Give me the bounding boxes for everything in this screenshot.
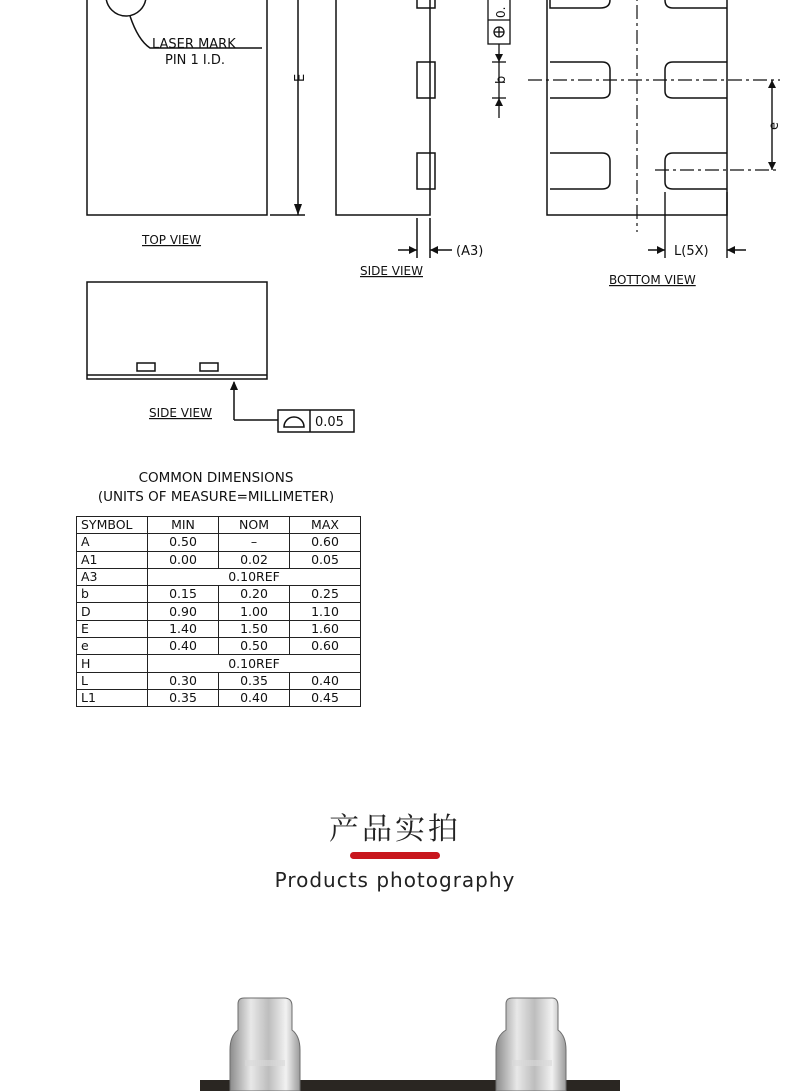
table-row — [77, 534, 361, 551]
row-symbol: L1 — [77, 689, 148, 706]
dimensions-units: (UNITS OF MEASURE=MILLIMETER) — [97, 489, 335, 505]
header-min: MIN — [148, 517, 219, 534]
row-max: 0.60 — [290, 638, 361, 655]
right-terminal — [496, 998, 566, 1091]
side-view-label: SIDE VIEW — [360, 264, 423, 278]
callout-value: 0. — [494, 6, 508, 18]
row-min: 0.90 — [148, 603, 219, 620]
row-min: 0.30 — [148, 672, 219, 689]
table-row — [77, 620, 361, 637]
package-outline-drawing — [0, 0, 790, 460]
row-symbol: A1 — [77, 551, 148, 568]
dim-e-label: e — [767, 122, 782, 130]
row-symbol: D — [77, 603, 148, 620]
section-title-cn: 产品实拍 — [329, 812, 461, 847]
row-nom: – — [219, 534, 290, 551]
side-view-body — [87, 282, 267, 379]
row-min: 0.35 — [148, 689, 219, 706]
l5x-label: L(5X) — [674, 244, 709, 259]
row-min: 1.40 — [148, 620, 219, 637]
row-symbol: L — [77, 672, 148, 689]
dim-b-label: b — [494, 75, 509, 84]
row-span-value: 0.10REF — [148, 568, 361, 585]
row-span-value: 0.10REF — [148, 655, 361, 672]
left-terminal — [230, 998, 300, 1091]
section-subtitle-en: Products photography — [274, 868, 516, 892]
row-symbol: H — [77, 655, 148, 672]
pin1-mark — [106, 0, 146, 16]
table-row — [77, 603, 361, 620]
row-max: 0.05 — [290, 551, 361, 568]
product-photo — [0, 990, 790, 1091]
pin1-id-label: PIN 1 I.D. — [165, 53, 226, 68]
row-nom: 1.00 — [219, 603, 290, 620]
laser-mark-label: LASER MARK — [152, 37, 236, 52]
header-nom: NOM — [219, 517, 290, 534]
side-view-label-2: SIDE VIEW — [149, 406, 212, 420]
row-min: 0.15 — [148, 586, 219, 603]
table-row — [77, 586, 361, 603]
table-header-row — [77, 517, 361, 534]
row-max: 1.10 — [290, 603, 361, 620]
row-nom: 0.50 — [219, 638, 290, 655]
header-symbol: SYMBOL — [77, 517, 148, 534]
row-nom: 0.02 — [219, 551, 290, 568]
row-symbol: A3 — [77, 568, 148, 585]
row-nom: 1.50 — [219, 620, 290, 637]
row-symbol: E — [77, 620, 148, 637]
table-row — [77, 638, 361, 655]
section-accent-bar — [350, 852, 440, 859]
row-symbol: b — [77, 586, 148, 603]
table-row — [77, 551, 361, 568]
row-symbol: e — [77, 638, 148, 655]
dimensions-table — [76, 516, 361, 707]
row-max: 1.60 — [290, 620, 361, 637]
top-view-label: TOP VIEW — [142, 233, 202, 247]
bottom-view-label: BOTTOM VIEW — [609, 273, 696, 287]
flatness-value: 0.05 — [315, 415, 344, 430]
table-row — [77, 655, 361, 672]
row-max: 0.60 — [290, 534, 361, 551]
dim-E-label: E — [293, 73, 308, 82]
row-min: 0.50 — [148, 534, 219, 551]
a3-label: (A3) — [456, 244, 484, 259]
row-nom: 0.35 — [219, 672, 290, 689]
header-max: MAX — [290, 517, 361, 534]
row-symbol: A — [77, 534, 148, 551]
row-max: 0.25 — [290, 586, 361, 603]
table-row — [77, 672, 361, 689]
top-view-body — [87, 0, 267, 215]
row-nom: 0.20 — [219, 586, 290, 603]
table-row — [77, 568, 361, 585]
row-nom: 0.40 — [219, 689, 290, 706]
row-max: 0.45 — [290, 689, 361, 706]
row-max: 0.40 — [290, 672, 361, 689]
dimensions-title: COMMON DIMENSIONS — [138, 470, 294, 486]
row-min: 0.00 — [148, 551, 219, 568]
row-min: 0.40 — [148, 638, 219, 655]
table-row — [77, 689, 361, 706]
